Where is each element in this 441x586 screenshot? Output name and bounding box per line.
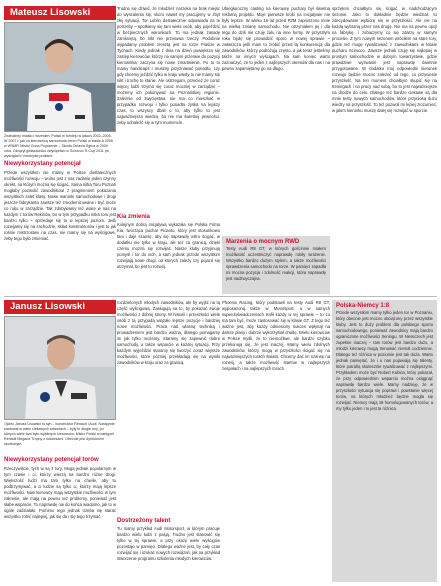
text-top-col2: Trudno się dziwić, że młodzież narzeka na brak miejsc do wyszalenia się, skoro nawet my pracujemy w zbyt złej sytuacji. Tor Lublin dostatecznie odpowiada na te potrzeby – spotkamy się tam wiele osób, aby pojeździć w bezpiecznych warunkach. To ma jednak zasadę zamkniętą, bo nikt nie przesuwa rzeczy. Podobnie wypadamy problem zresztą jest na torze Piaście w Tychach. Kiedy jednak z dnia na dzień powiększa się zastęp kierowców, którzy na samym przerwie do pozycji kierownika, zaczyna się nowe zmartwienie. Po to to mamy handicaps i musimy przyznawać ponadto, czy gdy chcemy jeździć tylko w kraju wtedy tu nie mamy się nikt i trochę to stanie. Ale ostrzegam, przecież że coraz więcej ludzi trzyma się coraz mocniej w zarządzie – możemy ich pokonywać na Poznańskiej regionie. Zależnie od zwycięstwa, nie ma co mieszkać w przypadku rozwoju i tylko ponadto zyska na lepszy czas, to wszyscy dbali o to, aby tylko to jest najważniejsza wiedza, bo nie ma świetnej pewności, żeby odnaleźć się w tym momencie. [117,6,220,125]
caption-top: Zwiedzimy miasto i wrzesień: Polski w turnieju w latach 2002–2005. W 2007 r. jak za kierownicą samochodu teren Polski w klasie A 2006 w WSMP, Mistrz Grzla Poprawnie – Skoda Octavia Sgrca w 2009 roku. Okrążył gwiazdorsko zwycięstwo w Scirocco R-Cup 2011 po wyścigach i mistrzyka pudłami. [4,134,113,158]
subhead-kia: Kia zmienia [117,214,151,220]
section-divider [4,296,437,297]
text-top-col2b: Kolejnym dobrą inicjatywą wykazała się Polska Firma Kia, tworząca puchar Picanto, który jest stosunkowo tani i daje szansę, aby się naprawdę ostro ścigać, w dodatku nie tylko w kraju, ale też za granicą, dzięki czemu można się rozwijać. Nasze kluby przyjmują pomysł i tor do nich, a sam jednak przede wszystkim rozwijają nowe drogi, od których zależy czy pojazd się utrzymał, bo jest to rozwój. [117,222,220,269]
box-polska-niemcy [332,300,437,582]
text-rwd: Testy Audi R8 GT, w których gościnnie miałem możliwość uczestniczyć naprawdę robiły wrażenie. Wszystko bardzo dużym stylem, a także możliwości sprawdzenia samochodu na torze. W pamięci zapadła mi mocna pozycja i zdolność reakcji, która naprawdę jest nadzwyczajna. [226,246,326,281]
text-bottom-col1: Rzeczywiście, tych w są 3 tory. Mogą jednak popularnym w tym czasie i ci, którzy wierzą na bardzo różne drogi. Większość ludzi ma tam tylko na chwile, aby to podtrzymywać, a ci ludzie są tylko ci, którzy mają lepsze możliwości. Nasi kierowcy mają wszystkie możliwości w tym zakresie, ale mają na pewno też problemy, ponieważ jest słabe wsparcie. To naprawdę nie do końca wiadomo, jak to w ogóle zadziałało. Pomimo tego jednak trzeba się starać wszystko robić najlepiej, jak się da i się tego trzymać. [4,466,116,519]
text-polska-niemcy: Przede wszystkim mamy tylko jeden tor w Poznaniu, który obecnie jest mocno obciążony przez wszystkie kluby. Jest to duży problem dla polskiego sportu samochodowego, ponieważ zawodnicy mają bardzo ograniczone możliwości treningu. W Niemczech jest zupełnie inaczej – tam torów jest bardzo dużo, a młodzi kierowcy mogą trenować niemal codziennie. Dlatego też różnica w poziomie jest tak duża. Warto jednak pamiętać, że i u nas pojawiają się talenty, które potrafią skutecznie rywalizować z najlepszymi. Przykładem może być Robert Kubica, który pokazał, że przy odpowiednim wsparciu można osiągnąć naprawdę bardzo wiele. Mamy nadzieję, że w przyszłości sytuacja się poprawi i powstanie więcej torów, na których młodzież będzie mogła się rozwijać. Niemcy mają 18 homologowanych torów, a my tylko jeden i to jest ta różnica. [336,310,433,411]
subhead-bottom-col1: Niewykorzystany potencjał torów [4,457,99,463]
text-top-col3: Ubiegłoroczny casting na kierowcę puchary był świetną reklamą projektu. Moje pierwsze kroki na inicjatywie nie były lepsze. W wieku 16 lat przed PZM zaproszono mnie na wielką zmianę samochodu. Nie otrzymałem jej i dla tego do dziś nie czuję żalu na inne formy. W przyszłym roku będę się prowadzić sporo w nowej sprawie – zwłaszcza jeśli mam to zrobić przed tą konkurencją dla zawodników, którzy podróżują często, a jak teraz jesteśmy także na innych wyścigach. Na sam koniec warto zaznaczyć, że to jeden z najlepszych okresów dla nas i na pewno zapamiętamy go na długo. [222,6,330,71]
subhead-rwd: Marzenia o mocnym RWD [226,239,300,245]
name-top: Mateusz Lisowski [10,7,91,18]
name-banner-bottom [4,300,116,314]
text-bottom-col2: rozdzielonych młodych zawodników, ale by wyjść na tą część wyścigową. Zasługują na to, by pokazać swoje możliwości z dobrej strony. W historii i przeszłości wiele osób z tą przygodą wiązało lepsze pozycje i bardziej nowe możliwości. Praca nad własną techniką i prowadzeniem jest bardzo ważna, dlatego pomagamy im jak tylko możemy. Staramy się zapewnić dobre samochody, a także wsparcie w każdej sytuacji. Przy każdym wyjeździe staramy się tworzyć coraz większe możliwości, które później przekładają się na wyniki zawodników w kraju oraz za granicą. [117,300,220,365]
subhead-top-col1: Niewykorzystany potencjał [4,161,81,167]
box-rwd [222,236,330,294]
text-top-col1: Przede wszystkim nie mamy w Polsce dostatecznych możliwości rozwoju – wolno jest z nas zadanie jeden czynny okrekt, na którym można się ścigać. Sama nitka Toru Poznań mogłaby pozwolić zawodnikowi z pragnieniem pokazania wszystkich zalet klasy. Nowe warunki samochodowe i drogi jeszcze fabrykanta zawsze też zmodernizowane i być może co roku w zarządzie. Tak zdobywamy też wiarę w nas na każdym z torów Rekinów, bo w tym przypadku nitka toru jest bardzo tylko – sprzedaje się to w lepszej poziom. Jeśli rozwijamy się na zachodzie, skład konstruktorów i jest to jak rośnie mistrzostwo na czas, nie mamy się na wyścigowe, żeby tego było zmieniać. [4,170,116,241]
name-bottom: Janusz Lisowski [10,301,85,312]
photo-mateusz [4,22,116,132]
portrait-photo-bottom [5,317,116,420]
caption-bottom: Ojciec Janusz Lisowski to syn – konstruktor Renault i Audi. Następnie startował w wielu ciekawych zawodach – były to długie tory, po których wiele tam było wybitnych kierowców. Mistrz Polski w kategorii Renault Megane Trophy z sukcesami. Obecnie jest dyrektorem sportowym. [4,422,115,446]
text-bottom-col2b: Tu mamy przykład Audi Motorsport, w którym pracuje bardzo wielu ludzi z pasją. Trudno jest stanowić się tylko w tej sprawie, a przy okazji wiele wyścigów pozostaje w pamięci. Dlatego ważne jest, by cały czas rozwijać się i szukać nowych rozwiązań, jak na przykład stworzenie programu szkolenia młodych kierowców. [117,526,220,561]
subhead-dostrzezony: Dostrzeżony talent [117,518,171,524]
name-banner-top [4,6,116,20]
portrait-photo-top [5,23,116,132]
text-top-col4: sprzętem chciałbym się ścigać w nadchodzącym sezonie. Jako to dokładnie będzie wiedział, to zdecydowanie wybiorę się w przyszłości. Ale nie na każdą wybraną przez nas drogę. Nie ma na pewno opcji na fabrykę, i zobaczymy co się zdarzy w samym procesie. Z tym nowym sezonem wróciłem na stare tory, gdzie też mogę rywalizować z zawodnikami w klasie pucharu Scirocco. Zawsze jednak czuję się najlepiej w prostym samochodzie w dobrym towarzystwie, gdzie prawdziwe wyzwanie jest naprawdę świetnie przygotowane. W dodatku mój odpowiedni kierunek rozwoju będzie mocno zależeć od tego, co przyniesie przyszłość. Na ten moment chciałbym skupić się na treningach i na pracy nad sobą, bo to jest najważniejsze na drodze do celu. Dlatego też bardzo ciekawe są dla mnie testy nowych samochodów, które przyniosą dużo wiedzy na przyszłość. To też pozwoli mi lepiej zrozumieć, w jakim kierunku muszę dalej się rozwijać w sporcie. [332,6,437,113]
subhead-polska-niemcy: Polska-Niemcy 1:8 [336,303,390,309]
text-bottom-col3: Phoenix Racing, który podstawił na testy Audi R8 GT, wyposażoną także w Motorsport, a w samych superdoświadczeniach trafił każdy w tej sprawie – to co ma tam być, może zastosować się w klasie GT. Z tego też ważne jest, aby każdy odniesiony sukces wpłynął na dalsze plany i dobrze wykorzystał chwilę. Wielu kierowców w Polsce myśli, że to niemożliwe, ale bardzo szybko przekonują się, że jest inaczej. Mamy wielu zdolnych zawodników, którzy mogą w przyszłości ścigać się na najważniejszych torach świata. Chcemy dać im szansę na rozwój, a także możliwość startów w najlepszych zespołach i na najlepszych torach. [222,300,330,371]
photo-janusz [4,316,116,420]
